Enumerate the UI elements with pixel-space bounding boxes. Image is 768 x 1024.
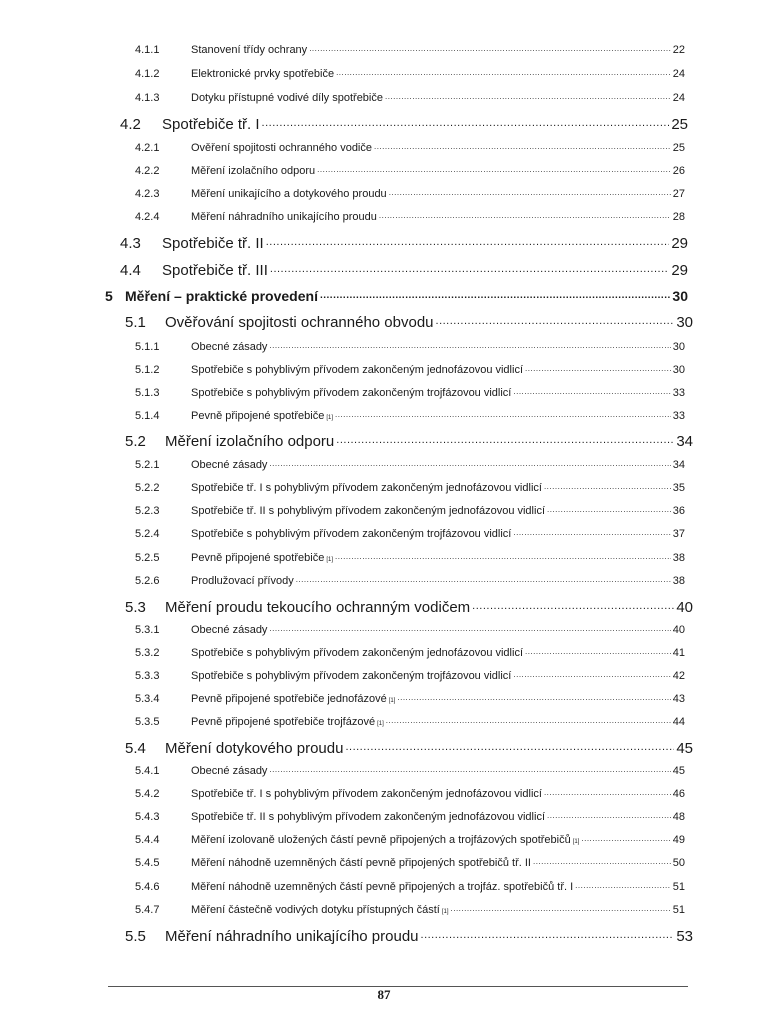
- toc-leader-dots: [513, 671, 670, 679]
- toc-entry: [135, 482, 685, 500]
- toc-entry-page: 29: [671, 262, 688, 279]
- toc-entry: [135, 142, 685, 160]
- toc-entry-number: 5.4.2: [135, 788, 160, 800]
- toc-entry-number: 5.1.1: [135, 341, 160, 353]
- toc-entry-title: Měření izolačního odporu: [191, 165, 316, 177]
- toc-entry-page: 53: [676, 928, 693, 945]
- toc-entry-number: 5.2.2: [135, 482, 160, 494]
- toc-leader-dots: [269, 766, 670, 774]
- toc-entry: [135, 881, 685, 899]
- toc-entry: [135, 528, 685, 546]
- toc-entry-page: 22: [672, 44, 685, 56]
- toc-entry: [135, 552, 685, 570]
- toc-leader-dots: [544, 789, 671, 797]
- toc-entry-page: 49: [672, 834, 685, 846]
- toc-leader-dots: [472, 601, 674, 612]
- toc-entry: [125, 599, 693, 621]
- toc-entry-page: 30: [676, 314, 693, 331]
- toc-leader-dots: [436, 316, 675, 327]
- toc-entry: [135, 834, 685, 852]
- toc-leader-dots: [269, 342, 670, 350]
- toc-entry-number: 5.4: [125, 740, 146, 757]
- toc-entry-page: 30: [672, 288, 688, 304]
- toc-entry-title: Měření izolačního odporu: [165, 433, 335, 450]
- toc-leader-dots: [266, 237, 670, 248]
- toc-entry-page: 45: [676, 740, 693, 757]
- toc-entry: [135, 788, 685, 806]
- toc-entry: [135, 341, 685, 359]
- toc-leader-dots: [269, 625, 670, 633]
- toc-leader-dots: [533, 858, 671, 866]
- toc-entry-title: Obecné zásady: [191, 765, 268, 777]
- toc-entry-number: 4.1.3: [135, 92, 160, 104]
- toc-entry-page: 28: [672, 211, 685, 223]
- toc-entry-number: 5.5: [125, 928, 146, 945]
- toc-entry: [135, 811, 685, 829]
- toc-entry: [125, 740, 693, 762]
- toc-leader-dots: [575, 882, 671, 890]
- toc-entry-number: 5.2.1: [135, 459, 160, 471]
- toc-leader-dots: [335, 553, 671, 561]
- toc-leader-dots: [385, 93, 671, 101]
- toc-entry-number: 4.3: [120, 235, 141, 252]
- toc-leader-dots: [451, 905, 671, 913]
- toc-entry: [135, 505, 685, 523]
- toc-leader-dots: [513, 529, 670, 537]
- toc-leader-dots: [270, 264, 669, 275]
- toc-leader-dots: [544, 483, 671, 491]
- toc-entry-page: 29: [671, 235, 688, 252]
- toc-entry-title: Měření náhodně uzemněných částí pevně připojených spotřebičů tř. II: [191, 857, 531, 869]
- toc-leader-dots: [397, 694, 670, 702]
- footnote-marker: [1]: [326, 415, 333, 421]
- toc-entry: [120, 116, 688, 138]
- footnote-marker: [1]: [388, 698, 396, 704]
- toc-entry-number: 5.1.2: [135, 364, 160, 376]
- toc-entry-number: 4.4: [120, 262, 141, 279]
- toc-leader-dots: [547, 812, 671, 820]
- toc-leader-dots: [379, 212, 671, 220]
- toc-entry-title: Spotřebiče s pohyblivým přívodem zakončeným trojfázovou vidlicí: [191, 387, 512, 399]
- toc-entry-title: Pevně připojené spotřebiče: [191, 552, 325, 564]
- toc-entry-number: 5.3.2: [135, 647, 160, 659]
- toc-entry-page: 46: [672, 788, 685, 800]
- toc-entry: [135, 387, 685, 405]
- toc-entry: [135, 647, 685, 665]
- toc-entry-number: 5.2.5: [135, 552, 160, 564]
- toc-entry-page: 42: [672, 670, 685, 682]
- toc-entry: [135, 211, 685, 229]
- toc-entry-page: 38: [672, 552, 685, 564]
- toc-entry-page: 50: [672, 857, 685, 869]
- toc-entry-title: Měření izolovaně uložených částí pevně připojených a trojfázových spotřebičů: [191, 834, 571, 846]
- toc-leader-dots: [269, 460, 670, 468]
- toc-entry: [125, 314, 693, 336]
- toc-entry: [135, 92, 685, 110]
- toc-entry-title: Spotřebiče tř. I: [162, 116, 260, 133]
- toc-entry-page: 37: [672, 528, 685, 540]
- toc-leader-dots: [320, 291, 670, 301]
- toc-entry: [105, 288, 688, 310]
- toc-entry-page: 40: [672, 624, 685, 636]
- toc-entry-title: Obecné zásady: [191, 624, 268, 636]
- toc-entry-title: Spotřebiče tř. II s pohyblivým přívodem zakončeným jednofázovou vidlicí: [191, 811, 545, 823]
- toc-entry-number: 4.1.2: [135, 68, 160, 80]
- toc-entry-number: 5.4.7: [135, 904, 160, 916]
- toc-entry-title: Dotyku přístupné vodivé díly spotřebiče: [191, 92, 383, 104]
- toc-entry-page: 25: [672, 142, 685, 154]
- toc-entry-title: Měření dotykového proudu: [165, 740, 344, 757]
- toc-entry-title: Měření náhodně uzemněných částí pevně připojených a trojfáz. spotřebičů tř. I: [191, 881, 574, 893]
- toc-entry-title: Obecné zásady: [191, 341, 268, 353]
- toc-entry: [135, 716, 685, 734]
- toc-entry-page: 34: [676, 433, 693, 450]
- footnote-marker: [1]: [441, 909, 449, 915]
- toc-entry-number: 5.1: [125, 314, 146, 331]
- toc-entry-title: Spotřebiče s pohyblivým přívodem zakončeným trojfázovou vidlicí: [191, 670, 512, 682]
- toc-entry: [135, 693, 685, 711]
- toc-entry-number: 5.3.4: [135, 693, 160, 705]
- toc-entry-number: 5.3: [125, 599, 146, 616]
- toc-entry-page: 30: [672, 341, 685, 353]
- toc-entry-title: Spotřebiče tř. III: [162, 262, 268, 279]
- toc-entry-title: Měření náhradního unikajícího proudu: [191, 211, 377, 223]
- toc-entry-number: 5.1.4: [135, 410, 160, 422]
- toc-entry-number: 4.2.1: [135, 142, 160, 154]
- toc-leader-dots: [421, 930, 675, 941]
- footnote-marker: [1]: [572, 839, 580, 845]
- toc-entry-number: 5.2.4: [135, 528, 160, 540]
- toc-leader-dots: [262, 118, 670, 129]
- toc-entry-page: 30: [672, 364, 685, 376]
- toc-entry-number: 5.4.6: [135, 881, 160, 893]
- toc-entry-number: 5.1.3: [135, 387, 160, 399]
- toc-entry-number: 5.4.4: [135, 834, 160, 846]
- toc-entry-number: 5.4.3: [135, 811, 160, 823]
- toc-leader-dots: [335, 411, 671, 419]
- toc-entry-title: Pevně připojené spotřebiče: [191, 410, 325, 422]
- toc-entry-page: 51: [672, 904, 685, 916]
- toc-leader-dots: [317, 166, 671, 174]
- toc-leader-dots: [386, 717, 671, 725]
- toc-leader-dots: [389, 189, 671, 197]
- toc-entry-number: 5.3.3: [135, 670, 160, 682]
- toc-entry-number: 4.1.1: [135, 44, 160, 56]
- toc-entry: [135, 575, 685, 593]
- toc-leader-dots: [374, 143, 671, 151]
- toc-leader-dots: [296, 576, 671, 584]
- footnote-marker: [1]: [326, 557, 333, 563]
- toc-leader-dots: [581, 835, 670, 843]
- toc-entry-page: 44: [672, 716, 685, 728]
- toc-entry: [120, 235, 688, 257]
- toc-entry: [135, 410, 685, 428]
- toc-entry: [120, 262, 688, 284]
- toc-entry-page: 45: [672, 765, 685, 777]
- toc-entry-number: 5.3.5: [135, 716, 160, 728]
- toc-entry: [135, 670, 685, 688]
- toc-entry-page: 25: [671, 116, 688, 133]
- toc-entry-number: 5.2: [125, 433, 146, 450]
- toc-entry-title: Měření unikajícího a dotykového proudu: [191, 188, 387, 200]
- toc-entry: [135, 459, 685, 477]
- toc-entry-number: 5.4.5: [135, 857, 160, 869]
- toc-entry-page: 24: [672, 68, 685, 80]
- toc-leader-dots: [336, 69, 671, 77]
- toc-entry-title: Spotřebiče s pohyblivým přívodem zakončeným jednofázovou vidlicí: [191, 364, 523, 376]
- toc-leader-dots: [525, 648, 671, 656]
- toc-entry: [135, 765, 685, 783]
- toc-entry-page: 33: [672, 387, 685, 399]
- toc-entry: [135, 44, 685, 62]
- toc-leader-dots: [336, 435, 674, 446]
- toc-entry-number: 5: [105, 288, 113, 304]
- toc-entry: [135, 904, 685, 922]
- toc-entry-title: Měření – praktické provedení: [125, 288, 318, 304]
- toc-leader-dots: [525, 365, 671, 373]
- toc-entry-page: 33: [672, 410, 685, 422]
- toc-entry-title: Spotřebiče tř. II: [162, 235, 264, 252]
- toc-entry-title: Stanovení třídy ochrany: [191, 44, 308, 56]
- toc-entry-number: 5.3.1: [135, 624, 160, 636]
- toc-entry: [135, 857, 685, 875]
- toc-entry-page: 36: [672, 505, 685, 517]
- toc-entry-title: Ověřování spojitosti ochranného obvodu: [165, 314, 434, 331]
- toc-entry: [135, 624, 685, 642]
- toc-entry-number: 4.2.3: [135, 188, 160, 200]
- toc-entry-number: 5.2.6: [135, 575, 160, 587]
- toc-entry-number: 5.2.3: [135, 505, 160, 517]
- toc-entry-title: Ověření spojitosti ochranného vodiče: [191, 142, 372, 154]
- page-number: 87: [377, 987, 391, 1002]
- toc-entry-title: Spotřebiče s pohyblivým přívodem zakončeným trojfázovou vidlicí: [191, 528, 512, 540]
- toc-entry-page: 43: [672, 693, 685, 705]
- toc-leader-dots: [309, 45, 671, 53]
- toc-entry: [125, 928, 693, 950]
- toc-entry-title: Spotřebiče tř. I s pohyblivým přívodem zakončeným jednofázovou vidlicí: [191, 482, 542, 494]
- toc-entry-page: 35: [672, 482, 685, 494]
- toc-entry-number: 4.2.2: [135, 165, 160, 177]
- toc-entry-page: 27: [672, 188, 685, 200]
- toc-entry: [125, 433, 693, 455]
- toc-leader-dots: [513, 388, 670, 396]
- toc-entry: [135, 364, 685, 382]
- toc-entry-page: 26: [672, 165, 685, 177]
- footnote-marker: [1]: [377, 721, 384, 727]
- toc-entry-number: 4.2: [120, 116, 141, 133]
- toc-entry: [135, 68, 685, 86]
- toc-entry-title: Měření částečně vodivých dotyku přístupných částí: [191, 904, 440, 916]
- toc-entry-title: Pevně připojené spotřebiče jednofázové: [191, 693, 387, 705]
- toc-entry-title: Spotřebiče s pohyblivým přívodem zakončeným jednofázovou vidlicí: [191, 647, 523, 659]
- toc-entry-page: 34: [672, 459, 685, 471]
- toc-entry-title: Pevně připojené spotřebiče trojfázové: [191, 716, 376, 728]
- toc-entry-title: Spotřebiče tř. I s pohyblivým přívodem zakončeným jednofázovou vidlicí: [191, 788, 542, 800]
- toc-entry-title: Spotřebiče tř. II s pohyblivým přívodem zakončeným jednofázovou vidlicí: [191, 505, 545, 517]
- toc-entry-page: 38: [672, 575, 685, 587]
- toc-entry-title: Prodlužovací přívody: [191, 575, 294, 587]
- toc-entry-number: 5.4.1: [135, 765, 160, 777]
- toc-entry-page: 40: [676, 599, 693, 616]
- toc-entry-page: 24: [672, 92, 685, 104]
- toc-entry-page: 51: [672, 881, 685, 893]
- toc-entry-title: Obecné zásady: [191, 459, 268, 471]
- toc-entry-title: Měření náhradního unikajícího proudu: [165, 928, 419, 945]
- toc-entry-page: 48: [672, 811, 685, 823]
- toc-leader-dots: [547, 506, 671, 514]
- toc-leader-dots: [345, 742, 674, 753]
- toc-entry-page: 41: [672, 647, 685, 659]
- toc-entry-title: Měření proudu tekoucího ochranným vodičem: [165, 599, 471, 616]
- toc-entry-number: 4.2.4: [135, 211, 160, 223]
- toc-entry: [135, 188, 685, 206]
- toc-entry: [135, 165, 685, 183]
- toc-entry-title: Elektronické prvky spotřebiče: [191, 68, 335, 80]
